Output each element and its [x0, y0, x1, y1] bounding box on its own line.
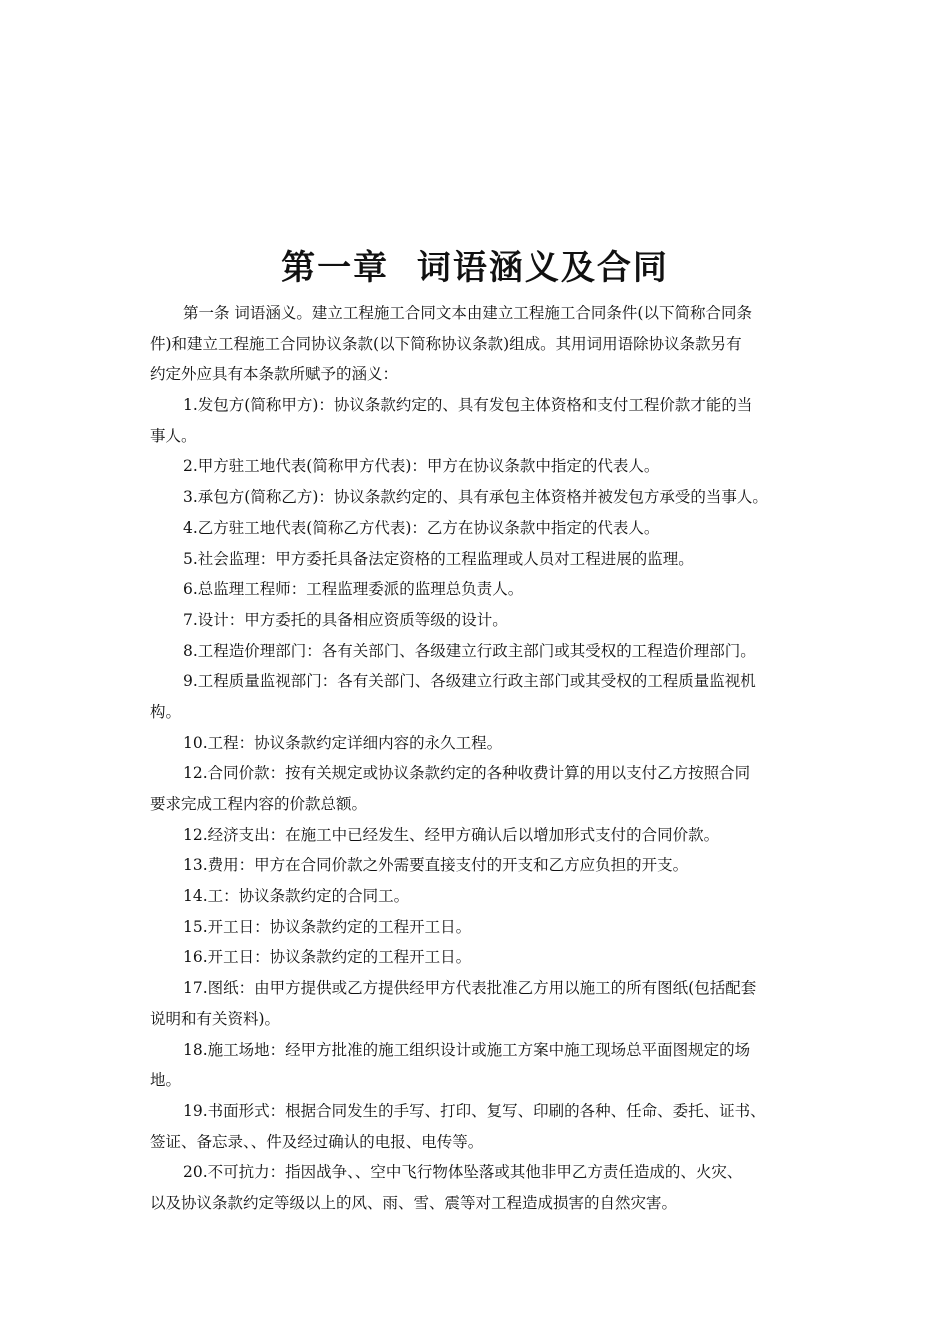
definition-item: 17.图纸：由甲方提供或乙方提供经甲方代表批准乙方用以施工的所有图纸(包括配套 [183, 979, 757, 998]
definition-item: 1.发包方(简称甲方)：协议条款约定的、具有发包主体资格和支付工程价款才能的当 [183, 396, 753, 415]
definition-item: 8.工程造价理部门：各有关部门、各级建立行政主部门或其受权的工程造价理部门。 [183, 641, 756, 660]
definition-item: 13.费用：甲方在合同价款之外需要直接支付的开支和乙方应负担的开支。 [183, 856, 689, 875]
article-body [150, 298, 815, 1219]
definition-item-continuation: 事人。 [150, 426, 197, 445]
paragraph-line: 约定外应具有本条款所赋予的涵义： [150, 365, 399, 384]
definition-item: 2.甲方驻工地代表(简称甲方代表)：甲方在协议条款中指定的代表人。 [183, 457, 660, 476]
definition-item-continuation: 地。 [150, 1071, 182, 1090]
definition-item: 15.开工日：协议条款约定的工程开工日。 [183, 917, 472, 936]
definition-item: 16.开工日：协议条款约定的工程开工日。 [183, 948, 472, 967]
paragraph-line: 件)和建立工程施工合同协议条款(以下简称协议条款)组成。其用词用语除协议条款另有 [150, 334, 742, 353]
definition-item-continuation: 说明和有关资料)。 [150, 1009, 281, 1028]
definition-item: 14.工：协议条款约定的合同工。 [183, 887, 410, 906]
definition-item: 12.经济支出：在施工中已经发生、经甲方确认后以增加形式支付的合同价款。 [183, 825, 720, 844]
definition-item: 10.工程：协议条款约定详细内容的永久工程。 [183, 733, 503, 752]
definition-item: 6.总监理工程师：工程监理委派的监理总负责人。 [183, 580, 524, 599]
definition-item: 20.不可抗力：指因战争、、空中飞行物体坠落或其他非甲乙方责任造成的、火灾、 [183, 1163, 743, 1182]
chapter-title: 第一章 词语涵义及合同 [281, 248, 669, 288]
definition-item: 4.乙方驻工地代表(简称乙方代表)：乙方在协议条款中指定的代表人。 [183, 518, 660, 537]
definition-item: 5.社会监理：甲方委托具备法定资格的工程监理或人员对工程进展的监理。 [183, 549, 694, 568]
definition-item-continuation: 签证、备忘录、、件及经过确认的电报、电传等。 [150, 1132, 484, 1151]
definition-item: 3.承包方(简称乙方)：协议条款约定的、具有承包主体资格并被发包方承受的当事人。 [183, 488, 768, 507]
definition-item-continuation: 构。 [150, 702, 182, 721]
definition-item: 12.合同价款：按有关规定或协议条款约定的各种收费计算的用以支付乙方按照合同 [183, 764, 751, 783]
definition-item: 18.施工场地：经甲方批准的施工组织设计或施工方案中施工现场总平面图规定的场 [183, 1040, 751, 1059]
paragraph-line: 第一条 词语涵义。建立工程施工合同文本由建立工程施工合同条件(以下简称合同条 [183, 304, 752, 322]
definition-item-continuation: 以及协议条款约定等级以上的风、雨、雪、震等对工程造成损害的自然灾害。 [150, 1193, 678, 1212]
definition-item-continuation: 要求完成工程内容的价款总额。 [150, 795, 368, 813]
definition-item: 19.书面形式：根据合同发生的手写、打印、复写、印刷的各种、任命、委托、证书、 [183, 1101, 766, 1120]
definition-item: 9.工程质量监视部门：各有关部门、各级建立行政主部门或其受权的工程质量监视机 [183, 672, 756, 691]
definition-item: 7.设计：甲方委托的具备相应资质等级的设计。 [183, 610, 508, 629]
